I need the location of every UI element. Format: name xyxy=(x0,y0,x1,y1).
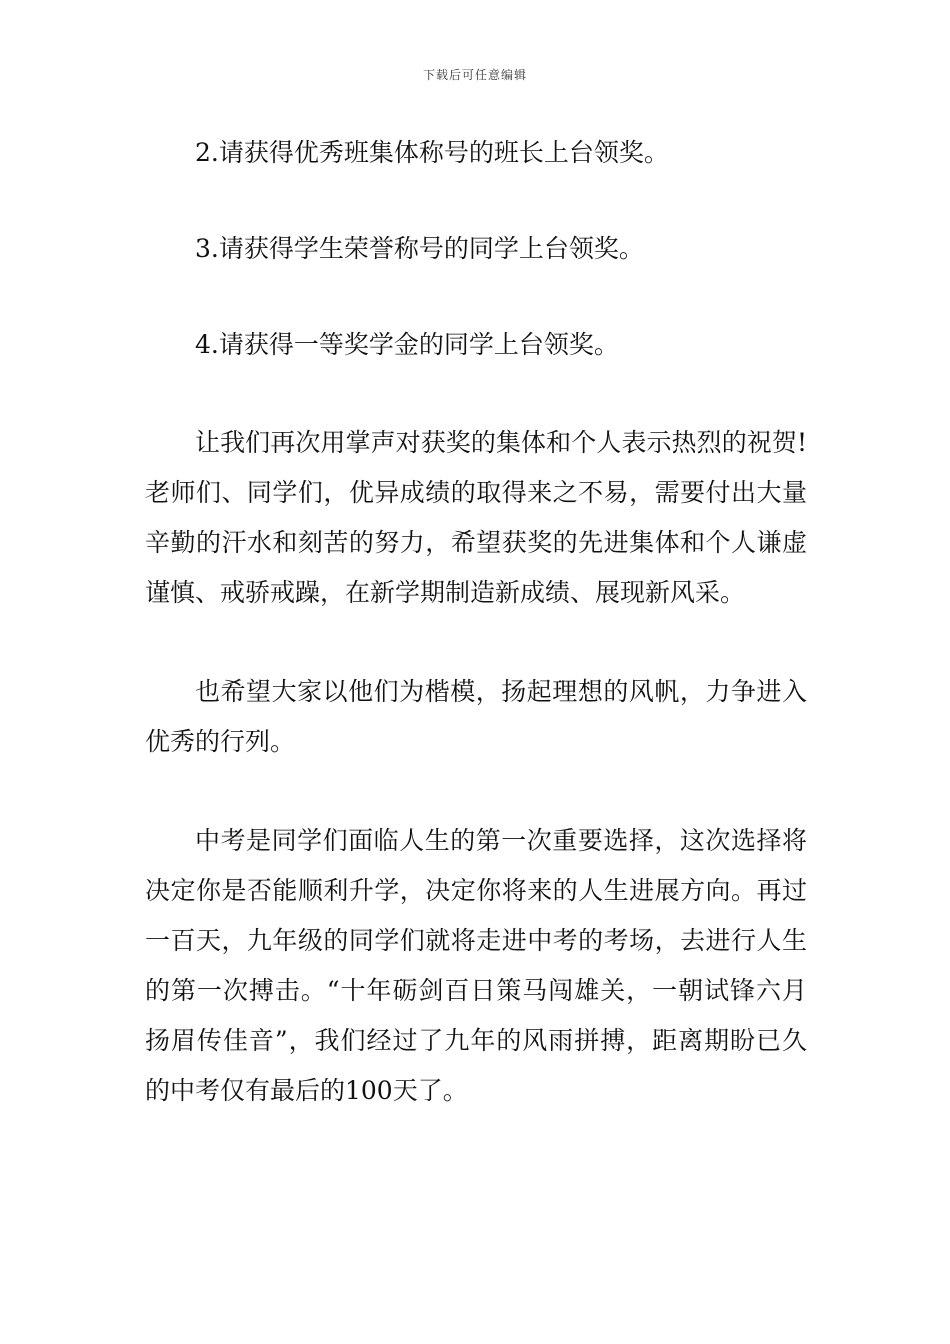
document-body xyxy=(145,128,807,1165)
page-header-note: 下载后可任意编辑 xyxy=(422,68,527,82)
paragraph-role-model: 也希望大家以他们为楷模，扬起理想的风帆，力争进入优秀的行列。 xyxy=(145,677,807,756)
paragraph-congratulations: 让我们再次用掌声对获奖的集体和个人表示热烈的祝贺!老师们、同学们，优异成绩的取得来之不易，需要付出大量辛勤的汗水和刻苦的努力，希望获奖的先进集体和个人谦虚谨慎、戒骄戒躁，在新学期制造新成绩、展现新风采。 xyxy=(145,428,807,607)
paragraph-exam: 中考是同学们面临人生的第一次重要选择，这次选择将决定你是否能顺利升学，决定你将来的人生进展方向。再过一百天，九年级的同学们就将走进中考的考场，去进行人生的第一次搏击。“十年砺剑百日策马闯雄关，一朝试锋六月扬眉传佳音”，我们经过了九年的风雨拼搏，距离期盼已久的中考仅有最后的100天了。 xyxy=(145,826,807,1105)
award-item-2: 3.请获得学生荣誉称号的同学上台领奖。 xyxy=(195,234,644,263)
award-item-3: 4.请获得一等奖学金的同学上台领奖。 xyxy=(195,330,619,359)
award-item-1: 2.请获得优秀班集体称号的班长上台领奖。 xyxy=(195,138,669,167)
